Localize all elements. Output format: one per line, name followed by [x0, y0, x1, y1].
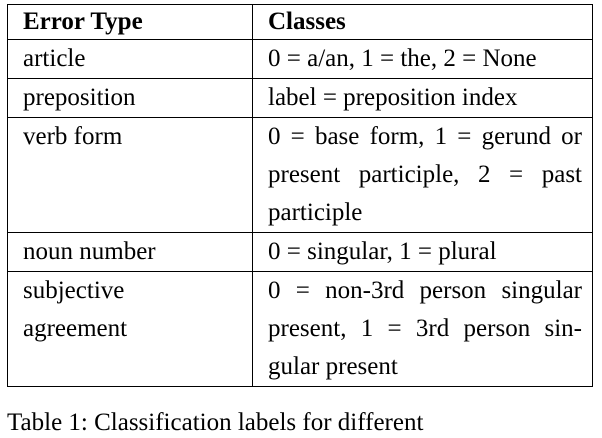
- classes-cell: 0 = a/an, 1 = the, 2 = None: [253, 40, 593, 79]
- error-type-table: [7, 4, 593, 387]
- table-row: [8, 118, 593, 233]
- error-type-cell: noun number: [8, 233, 253, 272]
- header-error-type: Error Type: [8, 5, 253, 40]
- error-type-cell: preposition: [8, 79, 253, 118]
- table-row: [8, 233, 593, 272]
- classes-cell: 0 = base form, 1 = gerund or present participle, 2 = past participle: [253, 118, 593, 233]
- table-header-row: [8, 5, 593, 40]
- table-row: [8, 40, 593, 79]
- header-classes: Classes: [253, 5, 593, 40]
- error-type-cell: article: [8, 40, 253, 79]
- classes-cell: 0 = singular, 1 = plural: [253, 233, 593, 272]
- classes-cell: 0 = non-3rd person singular present, 1 = 3rd person singular present: [253, 272, 593, 387]
- table-row: [8, 79, 593, 118]
- table-row: [8, 272, 593, 387]
- error-type-cell: verb form: [8, 118, 253, 233]
- classes-cell: label = preposition index: [253, 79, 593, 118]
- error-type-cell: subjective agreement: [8, 272, 253, 387]
- table-caption: Table 1: Classification labels for different: [7, 409, 424, 436]
